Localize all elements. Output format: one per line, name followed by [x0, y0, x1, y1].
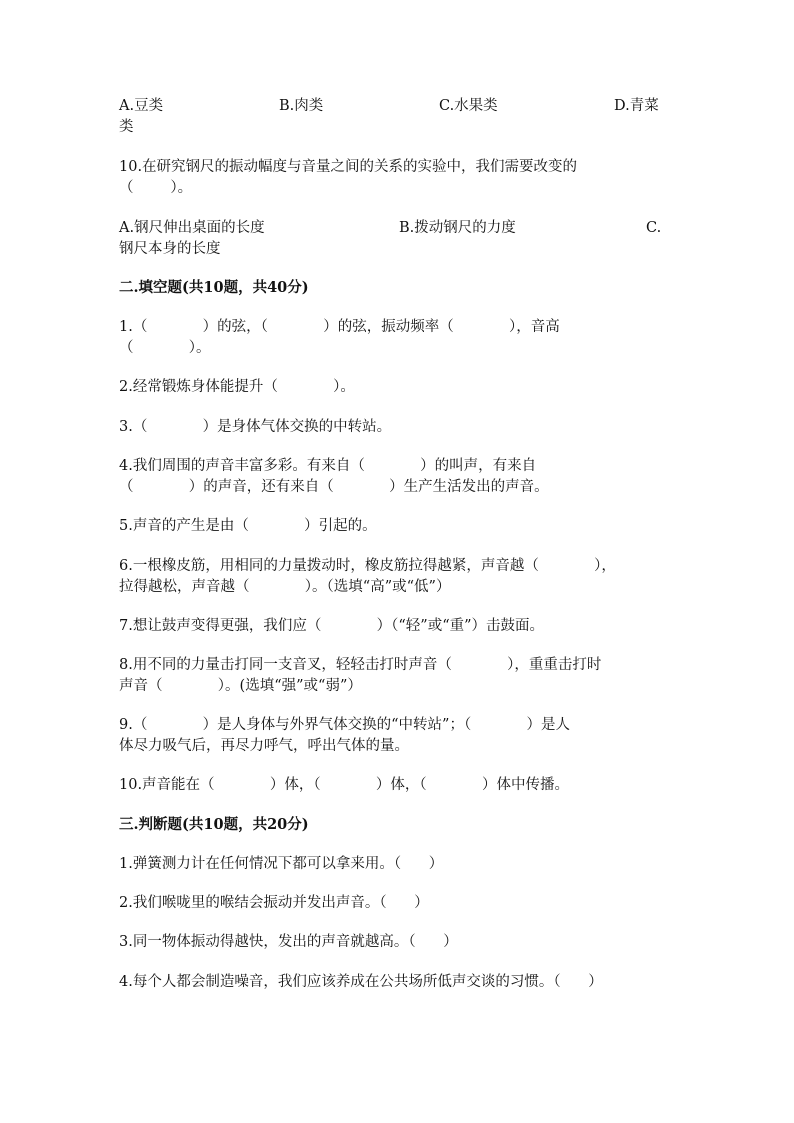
mc-q10-option-c: C. — [646, 220, 662, 236]
fill-q1-line2: （ ）。 — [119, 340, 211, 356]
mc-q10-option-b: B.拨动钢尺的力度 — [399, 220, 516, 236]
q9-option-c: C.水果类 — [439, 98, 498, 114]
fill-q7: 7.想让鼓声变得更强，我们应（ ）（“轻”或“重”）击鼓面。 — [119, 618, 545, 634]
fill-q1-line1: 1.（ ）的弦，（ ）的弦，振动频率（ ），音高 — [119, 319, 560, 335]
fill-q9-line1: 9.（ ）是人身体与外界气体交换的“中转站”；（ ）是人 — [119, 717, 571, 733]
q9-option-a: A.豆类 — [119, 98, 164, 114]
fill-q9-line2: 体尽力吸气后，再尽力呼气，呼出气体的量。 — [119, 738, 409, 754]
judge-q3: 3.同一物体振动得越快，发出的声音就越高。（ ） — [119, 934, 458, 950]
q9-option-d: D.青菜 — [614, 98, 659, 114]
section2-heading: 二.填空题(共10题，共40分) — [119, 279, 309, 296]
fill-q8-line2: 声音（ ）。(选填“强”或“弱”） — [119, 678, 362, 694]
fill-q10: 10.声音能在（ ）体，（ ）体，（ ）体中传播。 — [119, 777, 569, 793]
fill-q6-line2: 拉得越松，声音越（ ）。（选填“高”或“低”） — [119, 579, 451, 595]
fill-q4-line1: 4.我们周围的声音丰富多彩。有来自（ ）的叫声，有来自 — [119, 458, 537, 474]
q9-option-b: B.肉类 — [279, 98, 324, 114]
judge-q1: 1.弹簧测力计在任何情况下都可以拿来用。（ ） — [119, 856, 444, 872]
fill-q5: 5.声音的产生是由（ ）引起的。 — [119, 518, 377, 534]
judge-q2: 2.我们喉咙里的喉结会振动并发出声音。（ ） — [119, 895, 429, 911]
mc-q10-option-a: A.钢尺伸出桌面的长度 — [119, 220, 265, 236]
mc-q10-line2: （ ）。 — [119, 180, 193, 196]
section3-heading: 三.判断题(共10题，共20分) — [119, 816, 309, 833]
mc-q10-line1: 10.在研究钢尺的振动幅度与音量之间的关系的实验中，我们需要改变的 — [119, 159, 578, 175]
q9-option-d-wrap: 类 — [119, 119, 134, 135]
mc-q10-option-c-wrap: 钢尺本身的长度 — [119, 241, 221, 257]
fill-q4-line2: （ ）的声音，还有来自（ ）生产生活发出的声音。 — [119, 479, 549, 495]
fill-q8-line1: 8.用不同的力量击打同一支音叉，轻轻击打时声音（ ），重重击打时 — [119, 657, 602, 673]
fill-q6-line1: 6.一根橡皮筋，用相同的力量拨动时，橡皮筋拉得越紧，声音越（ ）， — [119, 558, 616, 574]
fill-q3: 3.（ ）是身体气体交换的中转站。 — [119, 419, 392, 435]
judge-q4: 4.每个人都会制造噪音，我们应该养成在公共场所低声交谈的习惯。（ ） — [119, 974, 603, 990]
fill-q2: 2.经常锻炼身体能提升（ ）。 — [119, 379, 355, 395]
